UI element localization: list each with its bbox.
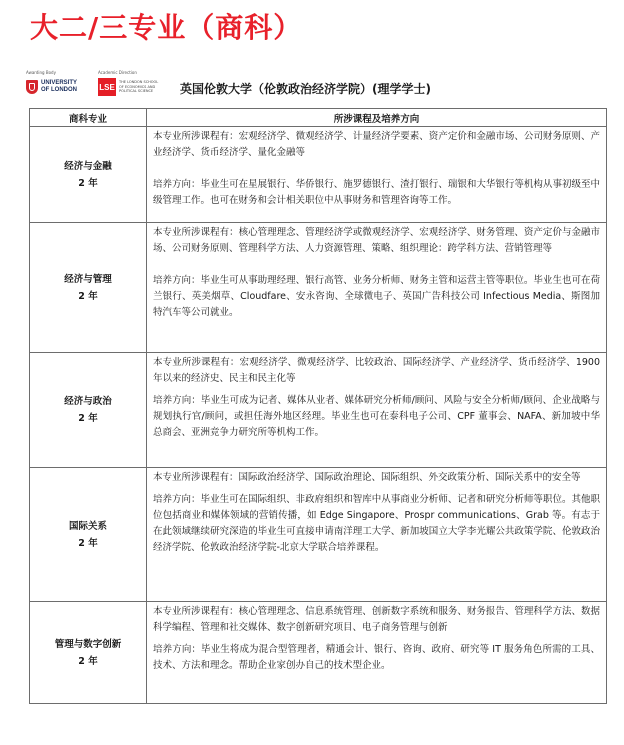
uol-crest-icon [26, 80, 38, 94]
table-row [30, 468, 607, 602]
table-row [30, 223, 607, 353]
university-heading: 英国伦敦大学（伦敦政治经济学院）(理学学士) [180, 82, 431, 96]
header-description: 所涉课程及培养方向 [147, 109, 607, 127]
career-text: 培养方向：毕业生可成为记者、媒体从业者、媒体研究分析师/顾问、风险与安全分析师/顾问、企业战略与规划执行官/顾问，或担任海外地区经理。毕业生也可在泰科电子公司、CPF 董事会、NAFA、新加坡中华总商会、亚洲竞争力研究所等机构工作。 [153, 395, 600, 438]
major-name: 经济与金融 [64, 160, 112, 172]
major-name: 管理与数字创新 [54, 638, 122, 650]
major-duration: 2 年 [78, 655, 98, 667]
major-cell [30, 468, 147, 602]
table-row [30, 127, 607, 223]
header-major: 商科专业 [30, 109, 147, 127]
major-name: 经济与政治 [64, 396, 112, 407]
career-text: 培养方向：毕业生可在国际组织、非政府组织和智库中从事商业分析师、记者和研究分析师等职位。其他职位包括商业和媒体领域的营销传播，如 Edge Singapore、Prospr communications、Grab 等。有志于在此领域继续研究深造的毕业生可直接申请南洋理工大学、新加坡国立大学李光耀公共政策学院、伦敦政治经济学院、伦敦政治经济学院-北京大学联合培养课程。 [153, 494, 600, 553]
major-duration: 2 年 [78, 537, 98, 549]
lse-line3: POLITICAL SCIENCE [119, 89, 154, 94]
major-cell [30, 127, 147, 223]
major-cell [30, 353, 147, 468]
description-cell [147, 127, 607, 223]
courses-text: 本专业所涉课程有：宏观经济学、微观经济学、比较政治、国际经济学、产业经济学、货币经济学、1900 年以来的经济史、民主和民主化等 [153, 357, 600, 384]
lse-mark: LSE [98, 78, 116, 96]
major-name: 经济与管理 [64, 273, 112, 285]
uol-name-line2: OF LONDON [41, 87, 77, 93]
courses-text: 本专业所涉课程有：核心管理理念、信息系统管理、创新数字系统和服务、财务报告、管理科学方法、数据科学编程、管理和社交媒体、数字创新研究项目、电子商务管理与创新 [153, 606, 600, 633]
page-title: 大二/三专业（商科） [30, 11, 303, 44]
major-cell [30, 602, 147, 704]
lse-logo [98, 70, 158, 96]
courses-text: 本专业所涉课程有：核心管理理念、管理经济学或微观经济学、宏观经济学、财务管理、资产定价与金融市场、公司财务原则、管理科学方法、人力资源管理、策略、组织理论：跨学科方法、营销管理等 [153, 227, 600, 254]
major-duration: 2 年 [78, 413, 98, 424]
uol-name-line1: UNIVERSITY [41, 80, 78, 86]
career-text: 培养方向：毕业生将成为混合型管理者，精通会计、银行、咨询、政府、研究等 IT 服务角色所需的工具、技术、方法和理念。帮助企业家创办自己的技术型企业。 [153, 644, 600, 671]
career-text: 培养方向：毕业生可在星展银行、华侨银行、施罗德银行、渣打银行、瑞银和大华银行等机构从事初级至中级管理工作。也可在财务和会计相关职位中从事财务和管理咨询等工作。 [153, 179, 600, 206]
career-text: 培养方向：毕业生可从事助理经理、银行高管、业务分析师、财务主管和运营主管等职位。毕业生也可在荷兰银行、英美烟草、Cloudfare、安永咨询、全球微电子、英国广告科技公司 Infectious Media、斯图加特汽车等公司就业。 [153, 275, 600, 318]
table-header-row [30, 109, 607, 127]
courses-text: 本专业所涉课程有：宏观经济学、微观经济学、计量经济学要素、资产定价和金融市场、公司财务原则、产业经济学、货币经济学、量化金融等 [153, 131, 600, 158]
university-of-london-logo [26, 70, 77, 94]
major-name: 国际关系 [68, 520, 107, 532]
courses-text: 本专业所涉课程有：国际政治经济学、国际政治理论、国际组织、外交政策分析、国际关系中的安全等 [153, 472, 581, 483]
description-cell [147, 223, 607, 353]
major-cell [30, 223, 147, 353]
majors-table [29, 108, 607, 704]
major-duration: 2 年 [78, 177, 98, 189]
major-duration: 2 年 [78, 290, 98, 302]
lse-line2: OF ECONOMICS AND [119, 84, 156, 89]
lse-line1: THE LONDON SCHOOL [119, 80, 159, 85]
lse-caption: Academic Direction [98, 70, 137, 75]
uol-caption: Awarding Body [26, 70, 56, 75]
table-row [30, 602, 607, 704]
description-cell [147, 468, 607, 602]
description-cell [147, 602, 607, 704]
description-cell [147, 353, 607, 468]
table-row [30, 353, 607, 468]
